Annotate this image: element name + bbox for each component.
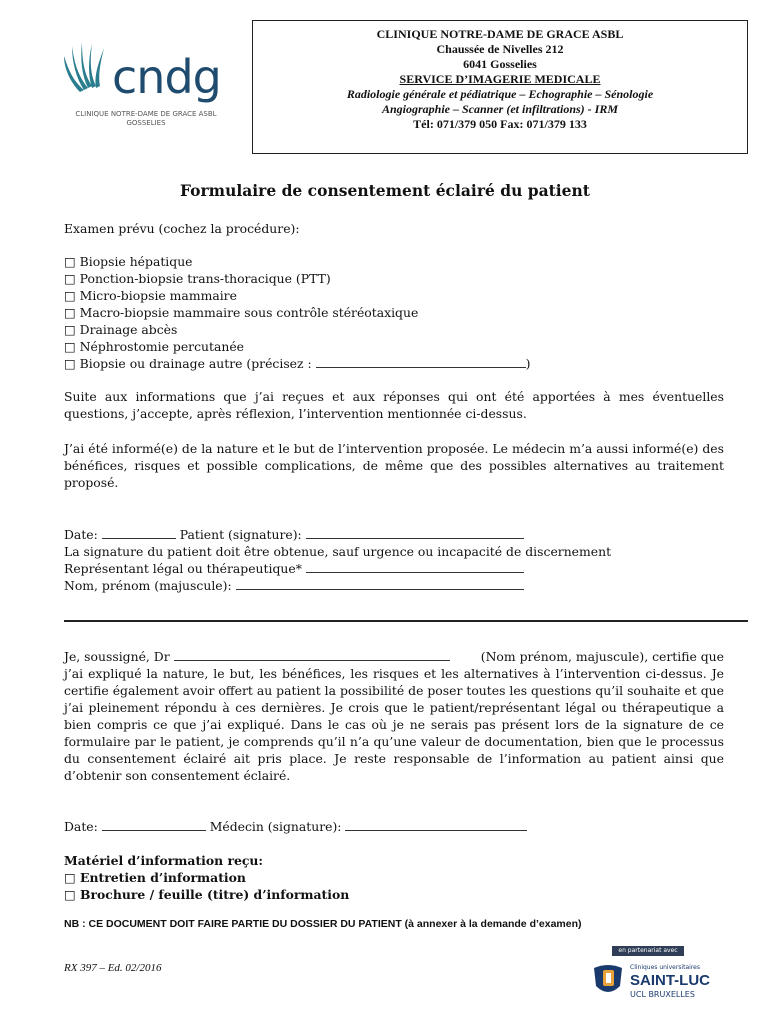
procedure-item[interactable]: □ Biopsie hépatique xyxy=(64,254,193,269)
patient-signature-field[interactable] xyxy=(306,526,524,539)
procedure-other-label: □ Biopsie ou drainage autre (précisez : xyxy=(64,356,316,371)
clinic-street: Chaussée de Nivelles 212 xyxy=(436,42,564,56)
patient-name-label: Nom, prénom (majuscule): xyxy=(64,578,236,593)
patient-date-row xyxy=(64,526,724,543)
doctor-name-row xyxy=(64,648,724,665)
doctor-statement-start xyxy=(64,648,450,665)
doctor-date-field[interactable] xyxy=(102,818,206,831)
doctor-statement xyxy=(64,648,724,784)
service-line2: Angiographie – Scanner (et infiltrations) - IRM xyxy=(381,102,619,116)
logo-wordmark: cndg xyxy=(112,50,221,104)
patient-date-label: Date: xyxy=(64,527,102,542)
material-heading: Matériel d’information reçu: xyxy=(64,853,264,868)
procedure-item[interactable]: □ Micro-biopsie mammaire xyxy=(64,288,237,303)
saint-luc-logo xyxy=(592,962,624,1000)
procedure-item[interactable]: □ Macro-biopsie mammaire sous contrôle stéréotaxique xyxy=(64,305,419,320)
form-reference: RX 397 – Ed. 02/2016 xyxy=(64,962,162,974)
patient-signature-label: Patient (signature): xyxy=(175,527,306,542)
clinic-header-box xyxy=(252,20,748,154)
saint-luc-city: UCL BRUXELLES xyxy=(630,990,695,999)
logo-subtitle-line1: CLINIQUE NOTRE-DAME DE GRACE ASBL xyxy=(75,110,217,118)
doctor-signature-label: Médecin (signature): xyxy=(205,819,346,834)
doctor-statement-text: j’ai expliqué la nature, le but, les bénéfices, les risques et les alternatives à l’intervention ci-dessus. Je certifie également avoir offert au patient la possibilité de poser toutes les questions qu’il souhaite et que j’ai pleinement répondu à ces dernières. Je crois que le patient/représentant légal ou thérapeutique a bien compris ce que j’ai expliqué. Dans le cas où je ne serais pas présent lors de la signature de ce formulaire par le patient, je comprends qu’il n’a qu’une valeur de documentation, bien que le processus du consentement éclairé ait pris place. Je reste responsable de l’information au patient ainsi que d’obtenir son consentement éclairé. xyxy=(64,666,724,783)
logo-subtitle-line2: GOSSELIES xyxy=(126,119,166,127)
material-section xyxy=(64,852,349,903)
patient-signature-block xyxy=(64,526,724,594)
saint-luc-subtitle: Cliniques universitaires xyxy=(630,964,700,971)
procedure-item[interactable]: □ Drainage abcès xyxy=(64,322,178,337)
doctor-name-field[interactable] xyxy=(174,648,450,661)
legal-representative-row xyxy=(64,560,724,577)
doctor-statement-end: (Nom prénom, majuscule), certifie que xyxy=(480,649,724,664)
form-title: Formulaire de consentement éclairé du patient xyxy=(180,181,590,200)
service-line1: Radiologie générale et pédiatrique – Echographie – Sénologie xyxy=(346,87,654,101)
consent-paragraph-2: J’ai été informé(e) de la nature et le but de l’intervention proposée. Le médecin m’a aussi informé(e) des bénéfices, risques et possible complications, de même que des possibles alternatives au traitement proposé. xyxy=(64,441,724,490)
section-divider xyxy=(64,620,748,622)
material-checkbox-interview[interactable]: □ Entretien d’information xyxy=(64,870,246,885)
consent-paragraph-1: Suite aux informations que j’ai reçues et aux réponses qui ont été apportées à mes éventuelles questions, j’accepte, après réflexion, l’intervention mentionnée ci-dessus. xyxy=(64,389,724,421)
exam-intro: Examen prévu (cochez la procédure): xyxy=(64,221,300,236)
service-name: SERVICE D’IMAGERIE MEDICALE xyxy=(399,72,601,86)
procedure-item[interactable]: □ Ponction-biopsie trans-thoracique (PTT) xyxy=(64,271,331,286)
patient-date-field[interactable] xyxy=(102,526,176,539)
clinic-city: 6041 Gosselies xyxy=(463,57,537,71)
saint-luc-name: SAINT-LUC xyxy=(630,972,710,989)
procedure-list xyxy=(64,253,530,372)
nb-note: NB : CE DOCUMENT DOIT FAIRE PARTIE DU DOSSIER DU PATIENT (à annexer à la demande d’examen) xyxy=(64,918,582,930)
patient-signature-note: La signature du patient doit être obtenue, sauf urgence ou incapacité de discernement xyxy=(64,544,612,559)
procedure-close-paren: ) xyxy=(525,356,531,371)
other-procedure-field[interactable] xyxy=(316,355,526,368)
doctor-signature-row xyxy=(64,818,527,835)
legal-representative-label: Représentant légal ou thérapeutique* xyxy=(64,561,306,576)
material-checkbox-brochure[interactable]: □ Brochure / feuille (titre) d’information xyxy=(64,887,350,902)
clinic-phone: Tél: 071/379 050 Fax: 071/379 133 xyxy=(413,117,587,131)
doctor-date-label: Date: xyxy=(64,819,102,834)
procedure-item[interactable]: □ Néphrostomie percutanée xyxy=(64,339,245,354)
procedure-item-other[interactable] xyxy=(64,355,530,372)
legal-representative-field[interactable] xyxy=(306,560,524,573)
doctor-prefix: Je, soussigné, Dr xyxy=(64,649,174,664)
doctor-signature-field[interactable] xyxy=(345,818,527,831)
patient-name-row xyxy=(64,577,724,594)
partner-banner: en partenariat avec xyxy=(612,946,684,956)
clinic-name: CLINIQUE NOTRE-DAME DE GRACE ASBL xyxy=(376,27,624,41)
logo-subtitle xyxy=(66,110,226,128)
patient-name-field[interactable] xyxy=(236,577,524,590)
